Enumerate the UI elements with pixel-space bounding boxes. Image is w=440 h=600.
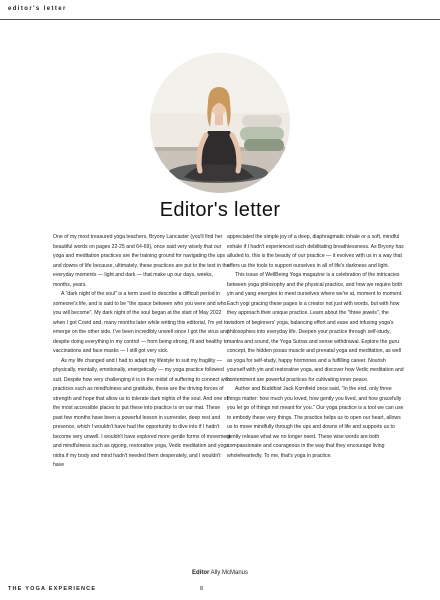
paragraph: This issue of WellBeing Yoga magazine is a celebration of the intricacies between yoga philosophy and the physical practice, and how we require both yin and yang energies to meet ourselves where we're at, moment to moment. Each yogi gracing these pages is a creator not just with words, but with how they approach their unique practice. Learn about the "three jewels", the wisdom of beginners' yoga, balancing effort and ease and infusing yoga's philosophies into everyday life. Deepen your practice through self-study, mantra and sound, the Yoga Sutras and sense withdrawal. Explore the guru concept, the hidden psoas muscle and prenatal yoga and meditation, as well as yoga for self-study, happy hormones and a fulfilling career. Nourish yourself with yin and restorative yoga, and discover how Vedic meditation and contentment are powerful practices for cultivating inner peace. bbox=[227, 272, 404, 383]
signature-name: Ally McManus bbox=[210, 570, 249, 576]
paragraph: One of my most treasured yoga teachers, Bryony Lancaster (you'll find her beautiful words on pages 22-25 and 64-69), once said very wisely that our yoga and meditation practices are the training ground for navigating the ups and downs of life because, ultimately, these practices are put to the test in the everyday moments — light and dark — that make up our days, weeks, months, years. bbox=[53, 234, 230, 288]
paragraph: A "dark night of the soul" is a term used to describe a difficult period in someone's life, and is said to be "the space between who you were and who you will become". My dark night of the soul began at the start of May 2022 when I got Covid and, many months later while writing this editorial, I'm yet to emerge on the other side. I've been incredibly unwell since I got the virus and despite doing everything in my control — from being strong, fit and healthy to vaccinations and face masks — I still got very sick. bbox=[53, 291, 229, 354]
header-divider bbox=[0, 19, 440, 20]
portrait-photo-icon bbox=[150, 53, 290, 193]
magazine-name: THE YOGA EXPERIENCE bbox=[8, 586, 97, 592]
editor-signature bbox=[0, 570, 440, 576]
right-text-column bbox=[227, 233, 405, 461]
section-label: editor's letter bbox=[8, 6, 67, 12]
page-number: 8 bbox=[200, 586, 204, 592]
paragraph: Author and Buddhist Jack Kornfield once said, "In the end, only three things matter: how much you loved, how gently you lived, and how gracefully you let go of things not meant for you." Our yoga practice is a tool we can use to embody these very things. The practice helps us to open our heart, allows us to move mindfully through the ups and downs of life and supports us to gently release what we no longer need. These wise words are both compassionate and courageous in the way that they encourage living wholeheartedly. To me, that's yoga in practice. bbox=[227, 386, 404, 459]
page-title: Editor's letter bbox=[159, 199, 281, 221]
left-text-column bbox=[53, 233, 231, 471]
paragraph: appreciated the simple joy of a deep, diaphragmatic inhale or a soft, mindful exhale if I hadn't experienced such debilitating breathlessness. As Bryony has alluded to, this is the beauty of our practice — it evolves with us in a way that offers us the tools to support ourselves in all of life's darkness and light. bbox=[227, 234, 404, 269]
paragraph: As my life changed and I had to adapt my lifestyle to suit my fragility — physically, mentally, emotionally, energetically — my yoga practice followed suit. Despite how very challenging it is in the midst of suffering to connect with practices such as mindfulness and gratitude, these are the driving forces of strength and hope that allow us to tolerate dark nights of the soul. And one of the most accessible places to put these into practice is on our mat. These past few months have been a powerful lesson in surrender, deep rest and presence, which I wouldn't have had the opportunity to dive into if I hadn't become very unwell. I wouldn't have explored more gentle forms of movement and mindfulness such as qigong, restorative yoga, Vedic meditation and yoga nidra if my body and mind hadn't needed them desperately, and I wouldn't have bbox=[53, 357, 231, 468]
signature-role: Editor bbox=[191, 570, 210, 576]
editor-portrait-photo bbox=[150, 53, 290, 193]
